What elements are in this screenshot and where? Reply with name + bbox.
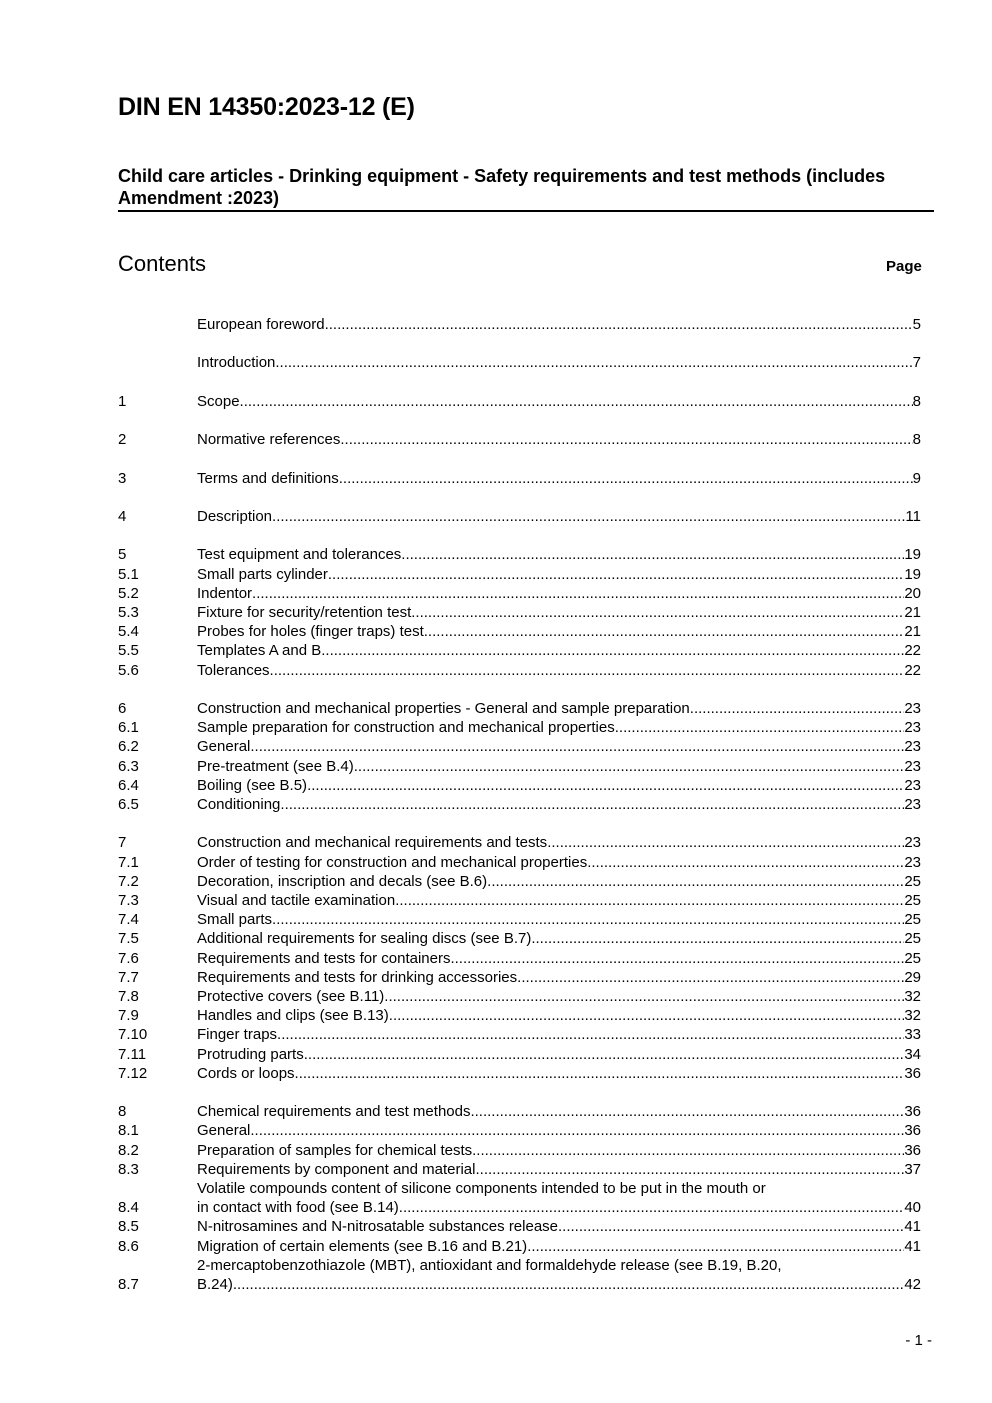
toc-dot-leader [250, 1121, 904, 1140]
toc-entry-title: Migration of certain elements (see B.16 and B.21) [197, 1237, 528, 1255]
toc-entry-title: Fixture for security/retention test [197, 603, 412, 621]
toc-entry-title: Pre-treatment (see B.4) [197, 757, 354, 775]
toc-entry[interactable] [118, 1045, 921, 1064]
toc-dot-leader [272, 507, 905, 526]
toc-entry-page: 21 [904, 603, 921, 621]
toc-entry-number: 8.7 [118, 1276, 139, 1294]
page-number: - 1 - [905, 1332, 932, 1349]
toc-entry-number: 7.9 [118, 1007, 139, 1025]
document-subtitle: Child care articles - Drinking equipment - Safety requirements and test methods (includes Amendment :2023) [118, 166, 886, 208]
toc-dot-leader [321, 641, 904, 660]
toc-entry-title: Small parts cylinder [197, 565, 328, 583]
toc-entry-page: 22 [904, 642, 921, 660]
toc-entry[interactable] [118, 910, 921, 929]
toc-entry-page: 7 [912, 354, 921, 372]
toc-entry-number: 6 [118, 699, 127, 717]
toc-entry-page: 23 [904, 795, 921, 813]
toc-entry-page: 25 [904, 911, 921, 929]
toc-dot-leader [250, 737, 904, 756]
toc-entry[interactable] [118, 507, 921, 526]
toc-entry-page: 41 [904, 1237, 921, 1255]
toc-dot-leader [275, 353, 912, 372]
toc-entry[interactable] [118, 1141, 921, 1160]
toc-entry-number: 6.4 [118, 776, 139, 794]
toc-entry[interactable] [118, 1025, 921, 1044]
toc-entry-number: 8.3 [118, 1160, 139, 1178]
toc-dot-leader [487, 872, 904, 891]
toc-entry-page: 36 [904, 1122, 921, 1140]
toc-entry[interactable] [118, 987, 921, 1006]
toc-dot-leader [280, 795, 904, 814]
toc-dot-leader [384, 987, 904, 1006]
toc-entry-page: 8 [912, 431, 921, 449]
toc-entry-title: Requirements by component and material [197, 1160, 476, 1178]
toc-entry-page: 5 [912, 316, 921, 333]
toc-entry[interactable] [118, 603, 921, 622]
toc-entry-title: Handles and clips (see B.13) [197, 1007, 389, 1025]
toc-entry-number: 7.11 [118, 1045, 147, 1063]
toc-entry-number: 1 [118, 392, 127, 410]
toc-entry-page: 9 [912, 469, 921, 487]
toc-entry[interactable] [118, 737, 921, 756]
toc-entry-title: Test equipment and tolerances [197, 546, 402, 564]
toc-entry[interactable] [118, 872, 921, 891]
toc-entry-number: 2 [118, 431, 127, 449]
toc-entry-page: 23 [904, 776, 921, 794]
title-divider [118, 210, 934, 212]
toc-entry-title: Construction and mechanical requirements and tests [197, 834, 548, 852]
toc-entry-number: 4 [118, 507, 127, 525]
toc-dot-leader [325, 315, 913, 334]
toc-entry-title: General [197, 1122, 251, 1140]
toc-entry-number: 5.5 [118, 642, 139, 660]
toc-dot-leader [240, 392, 913, 411]
toc-dot-leader [517, 968, 904, 987]
toc-entry-number: 7.6 [118, 949, 139, 967]
toc-entry[interactable] [118, 392, 921, 411]
toc-dot-leader [252, 584, 904, 603]
toc-entry-number: 7.12 [118, 1064, 148, 1082]
toc-entry-page: 25 [904, 949, 921, 967]
toc-entry-number: 7.3 [118, 891, 139, 909]
page-column-label: Page [886, 258, 922, 275]
toc-entry[interactable] [118, 353, 921, 372]
toc-entry-title: Cords or loops [197, 1064, 295, 1082]
toc-entry-number: 7.10 [118, 1026, 148, 1044]
toc-dot-leader [399, 1198, 905, 1217]
toc-entry[interactable] [118, 1121, 921, 1140]
toc-dot-leader [470, 1102, 904, 1121]
toc-entry-title: Probes for holes (finger traps) test [197, 623, 424, 641]
toc-entry-number: 5.1 [118, 565, 139, 583]
toc-dot-leader [587, 853, 904, 872]
toc-entry-title: Boiling (see B.5) [197, 776, 308, 794]
toc-entry-number: 8.1 [118, 1122, 139, 1140]
toc-entry-page: 23 [904, 719, 921, 737]
toc-entry-page: 40 [904, 1199, 921, 1217]
toc-entry-number: 7 [118, 834, 127, 852]
toc-entry-number: 6.5 [118, 795, 139, 813]
toc-entry-page: 42 [904, 1276, 921, 1294]
toc-entry-page: 32 [904, 987, 921, 1005]
toc-dot-leader [295, 1064, 905, 1083]
toc-dot-leader [472, 1141, 904, 1160]
toc-entry-title: Templates A and B [197, 642, 322, 660]
toc-entry-number: 7.1 [118, 853, 139, 871]
toc-entry-title: Conditioning [197, 795, 281, 813]
toc-entry-number: 8 [118, 1103, 127, 1121]
toc-dot-leader [340, 430, 912, 449]
document-title: DIN EN 14350:2023-12 (E) [118, 93, 415, 121]
toc-entry[interactable] [118, 757, 921, 776]
toc-entry[interactable] [118, 622, 921, 641]
toc-entry-title: Terms and definitions [197, 469, 339, 487]
toc-entry-title: Tolerances [197, 661, 270, 679]
toc-entry-number: 5.4 [118, 623, 139, 641]
toc-entry-page: 37 [904, 1160, 921, 1178]
toc-dot-leader [547, 833, 904, 852]
toc-entry-title: Finger traps [197, 1026, 278, 1044]
toc-dot-leader [424, 622, 905, 641]
toc-dot-leader [531, 929, 904, 948]
toc-entry-page: 19 [904, 565, 921, 583]
toc-entry-title: Description [197, 507, 273, 525]
toc-entry-number: 7.2 [118, 872, 139, 890]
toc-entry-title: Decoration, inscription and decals (see B.6) [197, 872, 488, 890]
toc-entry-number: 7.4 [118, 911, 139, 929]
toc-entry-page: 25 [904, 872, 921, 890]
toc-entry[interactable] [118, 430, 921, 449]
toc-entry-number: 7.5 [118, 930, 139, 948]
toc-entry-page: 8 [912, 392, 921, 410]
toc-entry-title-line: Volatile compounds content of silicone components intended to be put in the mouth or [197, 1180, 766, 1197]
toc-dot-leader [328, 565, 904, 584]
toc-entry[interactable] [118, 795, 921, 814]
toc-entry-page: 23 [904, 757, 921, 775]
toc-dot-leader [615, 718, 905, 737]
toc-entry-page: 25 [904, 930, 921, 948]
toc-entry-page: 20 [904, 584, 921, 602]
toc-entry-number: 8.6 [118, 1237, 139, 1255]
toc-entry[interactable] [118, 1064, 921, 1083]
toc-entry-page: 11 [905, 507, 921, 525]
toc-entry[interactable] [118, 315, 921, 334]
table-of-contents [118, 315, 921, 1294]
toc-entry[interactable] [118, 1237, 921, 1256]
toc-entry-page: 23 [904, 853, 921, 871]
toc-entry[interactable] [118, 1102, 921, 1121]
toc-dot-leader [527, 1237, 904, 1256]
toc-dot-leader [690, 699, 905, 718]
toc-entry-number: 3 [118, 469, 127, 487]
toc-entry-title: N-nitrosamines and N-nitrosatable substances release [197, 1218, 559, 1236]
toc-entry-number: 5.6 [118, 661, 139, 679]
toc-entry[interactable] [118, 1006, 921, 1025]
toc-entry-title: B.24) [197, 1276, 233, 1294]
toc-entry-page: 32 [904, 1007, 921, 1025]
toc-entry-page: 23 [904, 738, 921, 756]
toc-entry[interactable] [118, 929, 921, 948]
toc-entry-page: 41 [904, 1218, 921, 1236]
toc-dot-leader [450, 949, 904, 968]
toc-entry[interactable] [118, 699, 921, 718]
toc-entry-title: Small parts [197, 911, 273, 929]
toc-entry-number: 5.3 [118, 603, 139, 621]
toc-entry-number: 7.8 [118, 987, 139, 1005]
toc-entry[interactable] [118, 968, 921, 987]
toc-entry[interactable] [118, 661, 921, 680]
toc-dot-leader [270, 661, 905, 680]
toc-entry-page: 21 [904, 623, 921, 641]
toc-entry-number: 8.4 [118, 1199, 139, 1217]
toc-entry-page: 19 [904, 546, 921, 564]
toc-entry-number: 6.2 [118, 738, 139, 756]
toc-entry-number: 5 [118, 546, 127, 564]
toc-entry-title: in contact with food (see B.14) [197, 1199, 399, 1217]
toc-entry[interactable] [118, 469, 921, 488]
toc-dot-leader [307, 776, 904, 795]
toc-entry-title: Requirements and tests for containers [197, 949, 451, 967]
toc-entry[interactable] [118, 833, 921, 852]
toc-entry-title: Construction and mechanical properties - General and sample preparation [197, 699, 690, 717]
contents-heading: Contents [118, 251, 207, 276]
toc-dot-leader [395, 891, 904, 910]
toc-dot-leader [401, 545, 904, 564]
toc-entry[interactable] [118, 776, 921, 795]
toc-entry-title: Additional requirements for sealing discs (see B.7) [197, 930, 532, 948]
toc-entry-title: Requirements and tests for drinking accessories [197, 968, 518, 986]
toc-dot-leader [389, 1006, 905, 1025]
toc-dot-leader [339, 469, 913, 488]
toc-dot-leader [558, 1217, 904, 1236]
toc-entry[interactable] [118, 1179, 921, 1217]
toc-entry-number: 8.5 [118, 1218, 139, 1236]
toc-entry-title: Order of testing for construction and mechanical properties [197, 853, 588, 871]
toc-entry[interactable] [118, 891, 921, 910]
toc-entry[interactable] [118, 545, 921, 564]
toc-entry-page: 23 [904, 699, 921, 717]
toc-entry[interactable] [118, 853, 921, 872]
toc-entry-page: 23 [904, 834, 921, 852]
toc-entry-page: 34 [904, 1045, 921, 1063]
toc-entry[interactable] [118, 584, 921, 603]
toc-entry-page: 36 [904, 1064, 921, 1082]
toc-entry-page: 29 [904, 968, 921, 986]
toc-entry[interactable] [118, 641, 921, 660]
toc-entry-title: Protruding parts [197, 1045, 304, 1063]
toc-entry-number: 8.2 [118, 1141, 139, 1159]
toc-entry-title: Sample preparation for construction and mechanical properties [197, 719, 615, 737]
toc-dot-leader [233, 1275, 904, 1294]
toc-entry-title: Scope [197, 392, 240, 410]
toc-dot-leader [354, 757, 905, 776]
toc-entry-page: 36 [904, 1141, 921, 1159]
toc-entry[interactable] [118, 1217, 921, 1236]
toc-dot-leader [304, 1045, 905, 1064]
toc-entry-title: Visual and tactile examination [197, 891, 396, 909]
toc-entry-number: 6.1 [118, 719, 139, 737]
toc-entry-page: 25 [904, 891, 921, 909]
toc-entry-title: Introduction [197, 354, 276, 372]
toc-entry[interactable] [118, 1256, 921, 1294]
toc-entry[interactable] [118, 565, 921, 584]
toc-entry[interactable] [118, 949, 921, 968]
toc-entry-title: Normative references [197, 431, 341, 449]
toc-entry-number: 5.2 [118, 584, 139, 602]
toc-entry[interactable] [118, 1160, 921, 1179]
toc-dot-leader [277, 1025, 904, 1044]
toc-entry-title: Indentor [197, 584, 253, 602]
toc-entry-page: 36 [904, 1103, 921, 1121]
toc-entry-title: Preparation of samples for chemical tests [197, 1141, 473, 1159]
toc-entry-page: 22 [904, 661, 921, 679]
toc-entry-page: 33 [904, 1026, 921, 1044]
toc-entry-title: European foreword [197, 316, 325, 333]
toc-entry-number: 7.7 [118, 968, 139, 986]
toc-dot-leader [411, 603, 904, 622]
toc-entry-title: Chemical requirements and test methods [197, 1103, 471, 1121]
toc-entry-title: General [197, 738, 251, 756]
toc-entry[interactable] [118, 718, 921, 737]
toc-entry-number: 6.3 [118, 757, 139, 775]
toc-dot-leader [475, 1160, 904, 1179]
toc-entry-title: Protective covers (see B.11) [197, 987, 385, 1005]
toc-dot-leader [272, 910, 904, 929]
toc-entry-title-line: 2-mercaptobenzothiazole (MBT), antioxidant and formaldehyde release (see B.19, B.20, [197, 1256, 782, 1274]
